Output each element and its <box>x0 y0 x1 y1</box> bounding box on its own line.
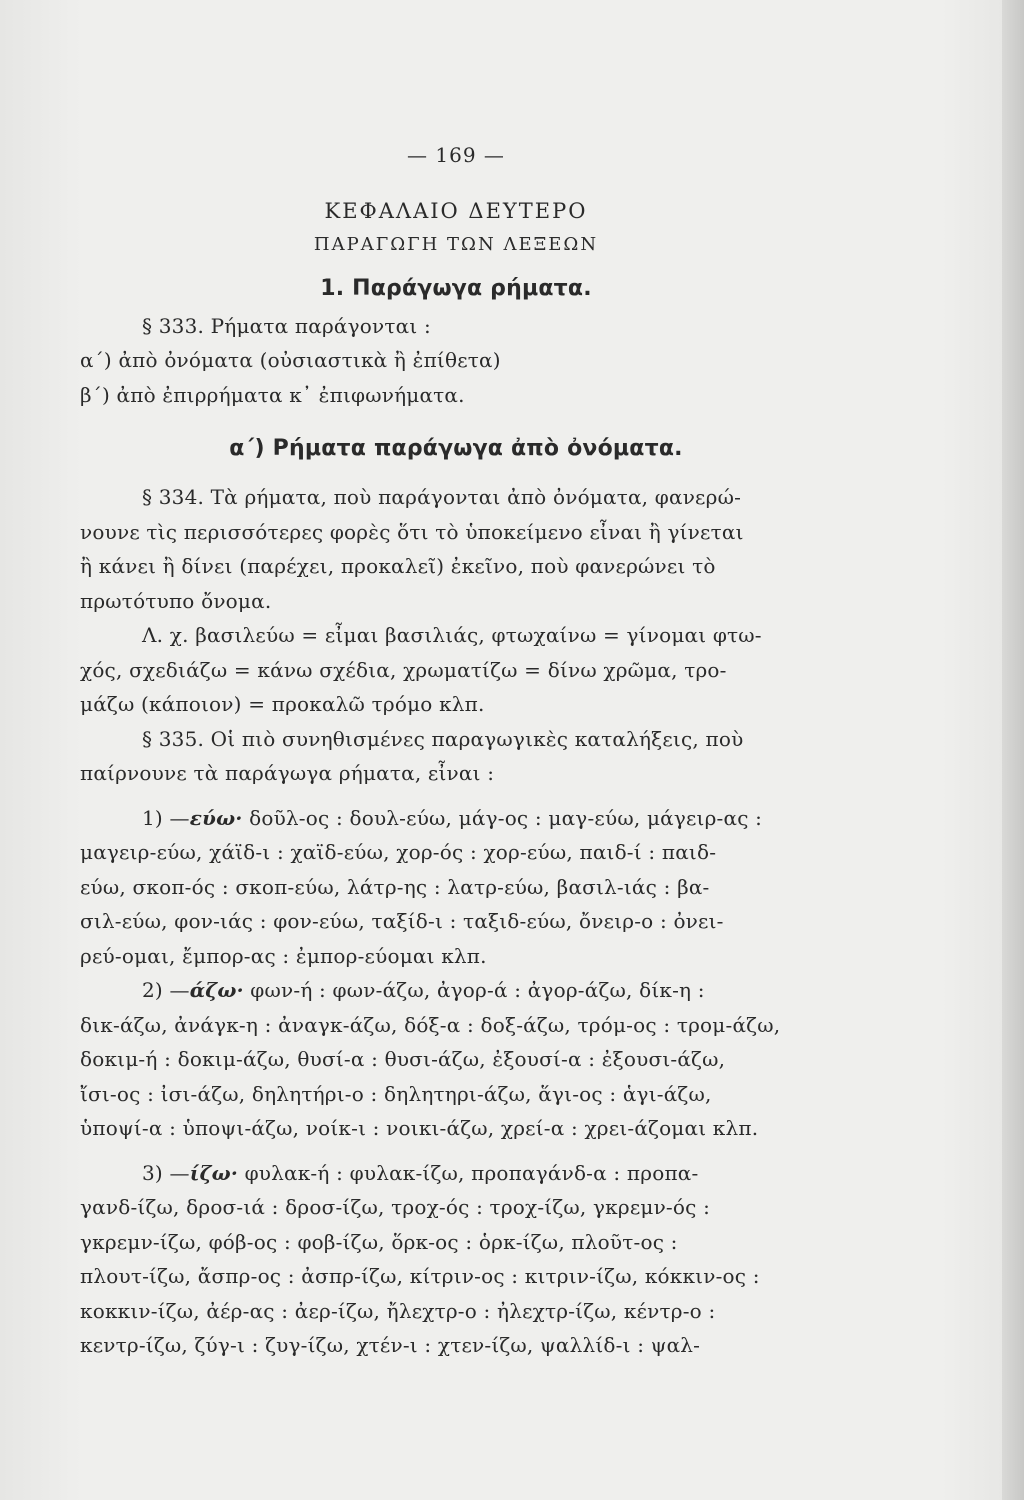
item1-suffix: εύω· <box>189 805 243 830</box>
item1-line-2: μαγειρ-εύω, χάϊδ-ι : χαϊδ-εύω, χορ-ός : χορ-εύω, παιδ-ί : παιδ- <box>80 840 717 864</box>
item2-suffix: άζω· <box>189 978 244 1002</box>
item3-line-2: γανδ-ίζω, δροσ-ιά : δροσ-ίζω, τροχ-ός : τροχ-ίζω, γκρεμν-ός : <box>80 1195 711 1219</box>
item3-line-3: γκρεμν-ίζω, φόβ-ος : φοβ-ίζω, ὅρκ-ος : ὁρκ-ίζω, πλοῦτ-ος : <box>80 1229 678 1254</box>
item2-number: 2) — <box>142 978 190 1002</box>
item1-line-1 <box>80 801 832 836</box>
item3-line-6: κεντρ-ίζω, ζύγ-ι : ζυγ-ίζω, χτέν-ι : χτεν-ίζω, ψαλλίδ-ι : ψαλ- <box>80 1333 701 1357</box>
subheading: α΄) Ρήματα παράγωγα ἀπὸ ὀνόματα. <box>229 436 683 461</box>
item2-line-4: ἴσι-ος : ἰσι-άζω, δηλητήρι-ο : δηλητηρι-άζω, ἅγι-ος : ἁγι-άζω, <box>80 1081 712 1106</box>
example-line-3: μάζω (κάποιον) = προκαλῶ τρόμο κλπ. <box>80 692 485 716</box>
item1-text: δοῦλ-ος : δουλ-εύω, μάγ-ος : μαγ-εύω, μάγειρ-ας : <box>242 805 763 830</box>
item2-line-1 <box>80 973 832 1008</box>
item2-line-2: δικ-άζω, ἀνάγκ-η : ἀναγκ-άζω, δόξ-α : δοξ-άζω, τρόμ-ος : τρομ-άζω, <box>80 1012 781 1037</box>
item3-number: 3) — <box>142 1160 190 1185</box>
item1-number: 1) — <box>142 805 190 830</box>
item1-line-4: σιλ-εύω, φον-ιάς : φον-εύω, ταξίδ-ι : ταξιδ-εύω, ὄνειρ-ο : ὀνει- <box>80 909 724 933</box>
p333-line-3: β΄) ἀπὸ ἐπιρρήματα κ᾽ ἐπιφωνήματα. <box>80 382 465 407</box>
item3-suffix: ίζω· <box>189 1160 239 1185</box>
item2-line-3: δοκιμ-ή : δοκιμ-άζω, θυσί-α : θυσι-άζω, ἐξουσί-α : ἐξουσι-άζω, <box>80 1047 726 1071</box>
item3-line-4: πλουτ-ίζω, ἄσπρ-ος : ἀσπρ-ίζω, κίτριν-ος : κιτριν-ίζω, κόκκιν-ος : <box>80 1264 760 1288</box>
item3-line-1 <box>80 1156 832 1191</box>
chapter-title: ΚΕΦΑΛΑΙΟ ΔΕΥΤΕΡΟ <box>324 198 588 223</box>
item3-line-5: κοκκιν-ίζω, ἀέρ-ας : ἀερ-ίζω, ἤλεχτρ-ο : ἠλεχτρ-ίζω, κέντρ-ο : <box>80 1298 716 1323</box>
item3-text: φυλακ-ή : φυλακ-ίζω, προπαγάνδ-α : προπα- <box>238 1160 699 1185</box>
p334-line-3: ἢ κάνει ἢ δίνει (παρέχει, προκαλεῖ) ἐκεῖνο, ποὺ φανερώνει τὸ <box>80 554 716 578</box>
p334-line-4: πρωτότυπο ὄνομα. <box>80 588 272 613</box>
p333-line-2: α΄) ἀπὸ ὀνόματα (οὐσιαστικὰ ἢ ἐπίθετα) <box>80 348 501 372</box>
page-edge <box>1002 0 1024 1500</box>
example-line-2: χός, σχεδιάζω = κάνω σχέδια, χρωματίζω = δίνω χρῶμα, τρο- <box>80 657 727 682</box>
p335-line-2: παίρνουνε τὰ παράγωγα ρήματα, εἶναι : <box>80 761 495 785</box>
p334-line-2: νουνε τὶς περισσότερες φορὲς ὅτι τὸ ὑποκείμενο εἶναι ἢ γίνεται <box>80 519 744 544</box>
chapter-subtitle: ΠΑΡΑΓΩΓΗ ΤΩΝ ΛΕΞΕΩΝ <box>313 233 599 255</box>
item1-line-5: ρεύ-ομαι, ἔμπορ-ας : ἐμπορ-εύομαι κλπ. <box>80 943 487 968</box>
item1-line-3: εύω, σκοπ-ός : σκοπ-εύω, λάτρ-ης : λατρ-εύω, βασιλ-ιάς : βα- <box>80 874 710 899</box>
item2-text: φων-ή : φων-άζω, ἀγορ-ά : ἀγορ-άζω, δίκ-η : <box>243 978 705 1002</box>
item2-line-5: ὑποψί-α : ὑποψι-άζω, νοίκ-ι : νοικι-άζω, χρεί-α : χρει-άζομαι κλπ. <box>80 1116 759 1140</box>
p333-line-1: § 333. Ρήματα παράγονται : <box>142 313 431 338</box>
p335-line-1: § 335. Οἱ πιὸ συνηθισμένες παραγωγικὲς καταλήξεις, ποὺ <box>142 726 744 751</box>
p334-line-1: § 334. Τὰ ρήματα, ποὺ παράγονται ἀπὸ ὀνόματα, φανερώ- <box>142 485 742 509</box>
page-text <box>80 138 832 1363</box>
page-number: — 169 — <box>407 143 505 167</box>
example-line-1: Λ. χ. βασιλεύω = εἶμαι βασιλιάς, φτωχαίνω = γίνομαι φτω- <box>142 623 762 647</box>
section-heading: 1. Παράγωγα ρήματα. <box>320 275 592 301</box>
